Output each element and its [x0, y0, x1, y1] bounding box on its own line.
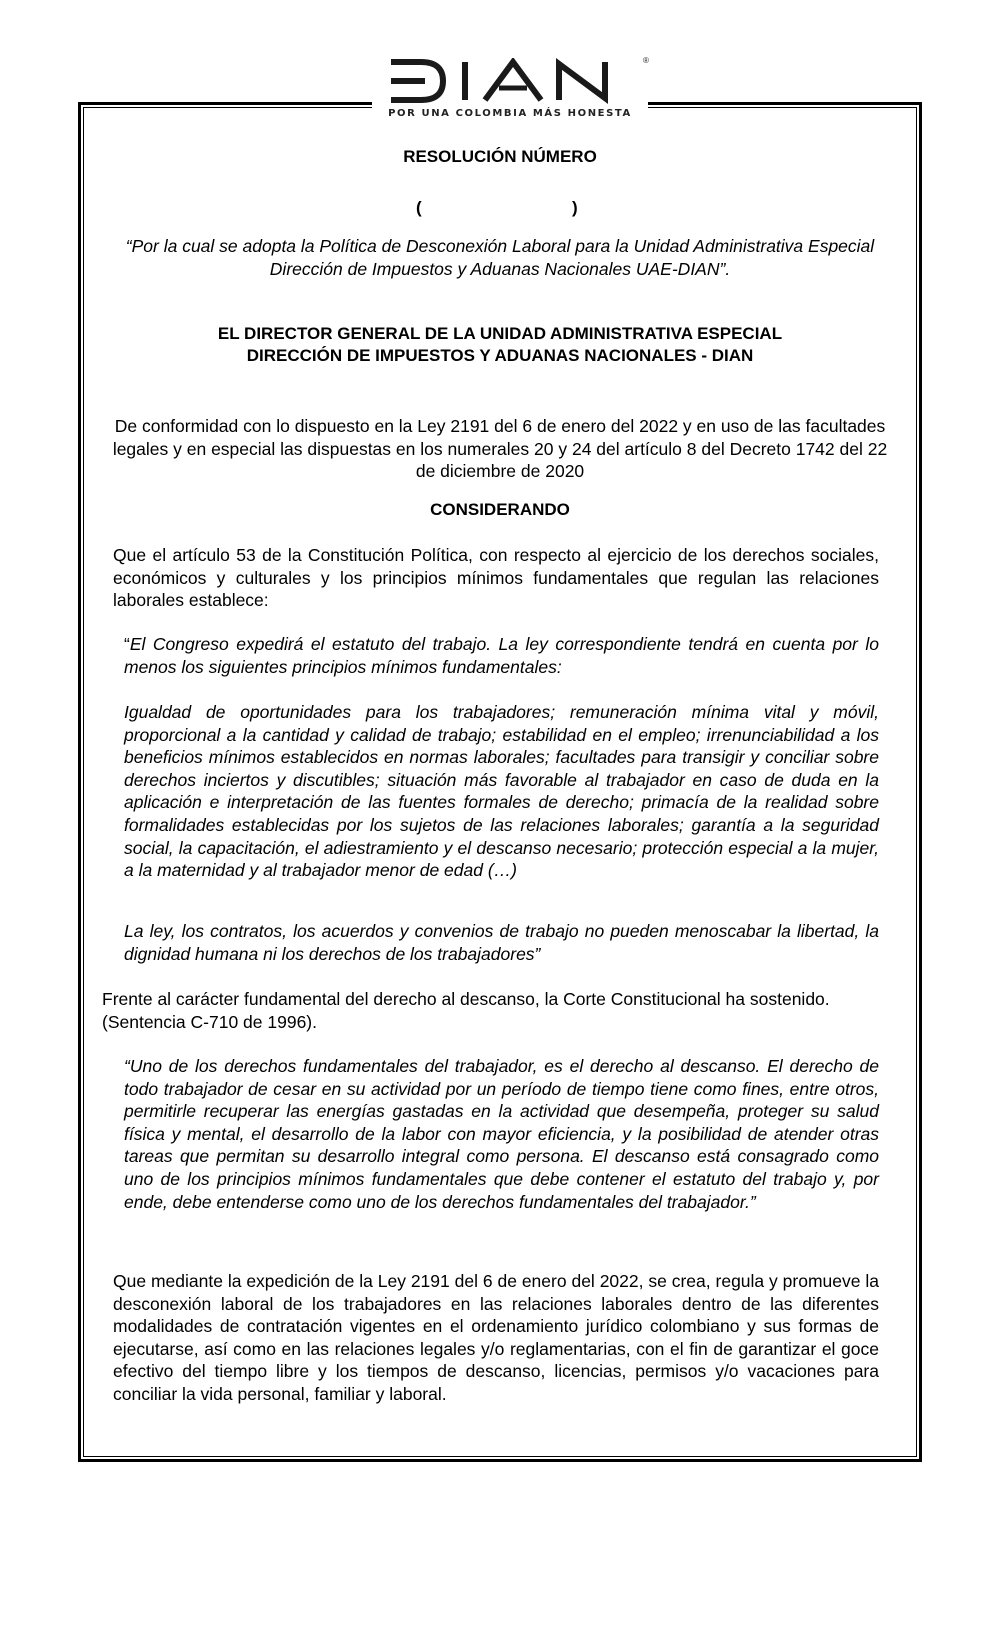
resolution-subject: “Por la cual se adopta la Política de Desconexión Laboral para la Unidad Administrativa Especial Dirección de Impuestos y Aduanas Nacionales UAE-DIAN”.	[125, 236, 875, 279]
paragraph-article-53: Que el artículo 53 de la Constitución Política, con respecto al ejercicio de los derechos sociales, económicos y culturales y los principios mínimos fundamentales que regulan las relaciones laborales establece:	[113, 545, 879, 611]
resolution-title: RESOLUCIÓN NÚMERO	[403, 147, 597, 166]
considerando-heading: CONSIDERANDO	[430, 500, 570, 519]
authority-line-1: EL DIRECTOR GENERAL DE LA UNIDAD ADMINISTRATIVA ESPECIAL	[217, 324, 783, 343]
legal-basis: De conformidad con lo dispuesto en la Ley 2191 del 6 de enero del 2022 y en uso de las facultades legales y en especial las dispuestas en los numerales 20 y 24 del artículo 8 del Decreto 1742 del 22 de diciembre de 2020	[112, 416, 888, 482]
dian-logo	[372, 58, 648, 132]
number-close-paren: )	[572, 198, 578, 217]
quote-article-53-intro	[124, 633, 879, 678]
paragraph-corte-constitucional: Frente al carácter fundamental del derecho al descanso, la Corte Constitucional ha sostenido. (Sentencia C-710 de 1996).	[102, 989, 830, 1032]
authority-line-2: DIRECCIÓN DE IMPUESTOS Y ADUANAS NACIONALES - DIAN	[246, 346, 754, 365]
paragraph-ley-2191: Que mediante la expedición de la Ley 2191 del 6 de enero del 2022, se crea, regula y promueve la desconexión laboral de los trabajadores en las relaciones laborales dentro de las diferentes modalidades de contratación vigentes en el ordenamiento jurídico colombiano y sus formas de ejecutarse, así como en las relaciones legales y/o reglamentarias, con el fin de garantizar el goce efectivo del tiempo libre y los tiempos de descanso, licencias, permisos y/o vacaciones para conciliar la vida personal, familiar y laboral.	[113, 1271, 879, 1404]
quote-article-53-closing: La ley, los contratos, los acuerdos y convenios de trabajo no pueden menoscabar la libertad, la dignidad humana ni los derechos de los trabajadores”	[124, 921, 879, 964]
quote-open-mark: “	[124, 634, 130, 654]
quote-article-53-intro-text: El Congreso expedirá el estatuto del trabajo. La ley correspondiente tendrá en cuenta por lo menos los siguientes principios mínimos fundamentales:	[124, 634, 879, 677]
dian-wordmark-logo	[385, 58, 635, 104]
number-open-paren: (	[416, 198, 422, 217]
registered-mark: ®	[643, 56, 649, 65]
logo-tagline: POR UNA COLOMBIA MÁS HONESTA	[388, 108, 632, 119]
quote-sentencia-c710: “Uno de los derechos fundamentales del trabajador, es el derecho al descanso. El derecho de todo trabajador de cesar en su actividad por un período de tiempo tiene como fines, entre otros, permitirle recuperar las energías gastadas en la actividad que desempeña, proteger su salud física y mental, el desarrollo de la labor con mayor eficiencia, y la posibilidad de atender otras tareas que permitan su desarrollo integral como persona. El descanso está consagrado como uno de los principios mínimos fundamentales que debe contener el estatuto del trabajo y, por ende, debe entenderse como uno de los derechos fundamentales del trabajador.”	[124, 1056, 879, 1212]
quote-article-53-principles: Igualdad de oportunidades para los trabajadores; remuneración mínima vital y móvil, proporcional a la cantidad y calidad de trabajo; estabilidad en el empleo; irrenunciabilidad a los beneficios mínimos establecidos en normas laborales; facultades para transigir y conciliar sobre derechos inciertos y discutibles; situación más favorable al trabajador en caso de duda en la aplicación e interpretación de las fuentes formales de derecho; primacía de la realidad sobre formalidades establecidas por los sujetos de las relaciones laborales; garantía a la seguridad social, la capacitación, el adiestramiento y el descanso necesario; protección especial a la mujer, a la maternidad y al trabajador menor de edad (…)	[124, 702, 879, 881]
authority-heading	[0, 323, 1000, 367]
